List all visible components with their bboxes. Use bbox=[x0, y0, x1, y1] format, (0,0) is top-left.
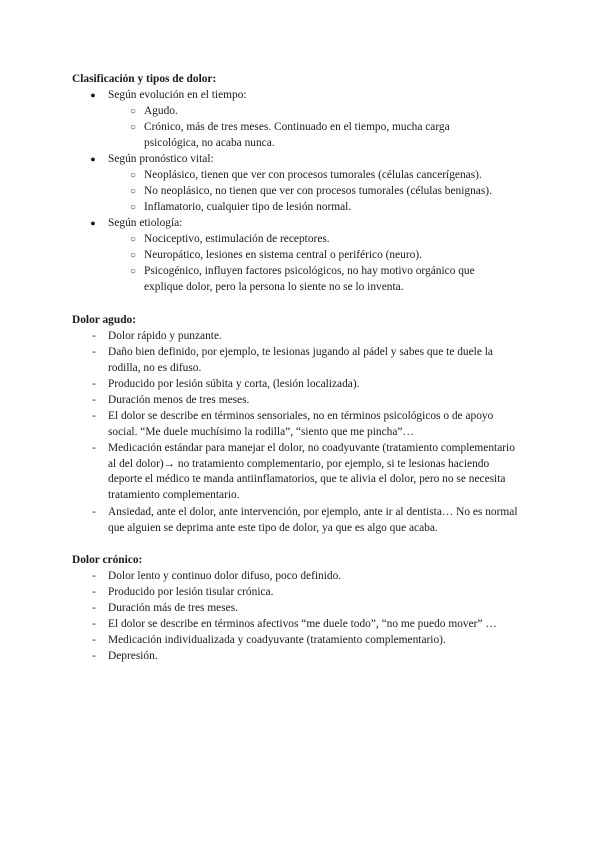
item-text: Medicación individualizada y coadyuvante (tratamiento complementario). bbox=[108, 634, 446, 646]
section-heading-agudo: Dolor agudo: bbox=[72, 314, 137, 326]
dash-marker: - bbox=[92, 570, 96, 582]
sub-bullet-marker: ○ bbox=[129, 202, 137, 213]
bullet-marker: ● bbox=[90, 154, 96, 164]
sub-item-text: Neuropático, lesiones en sistema central o periférico (neuro). bbox=[144, 249, 423, 261]
item-text: El dolor se describe en términos sensoriales, no en términos psicológicos o de apoyo social. “Me duele muchísimo la rodilla”, “siento que me pincha”… bbox=[108, 410, 494, 438]
dash-marker: - bbox=[92, 602, 96, 614]
item-text: El dolor se describe en términos afectivos “me duele todo”, “no me puedo mover” … bbox=[108, 618, 497, 630]
dash-marker: - bbox=[92, 346, 96, 358]
section-heading-cronico: Dolor crónico: bbox=[72, 554, 143, 566]
dash-marker: - bbox=[92, 506, 96, 518]
sub-item-text: Crónico, más de tres meses. Continuado en el tiempo, mucha carga psicológica, no acaba nunca. bbox=[144, 121, 450, 149]
group-label: Según evolución en el tiempo: bbox=[108, 89, 247, 101]
dash-marker: - bbox=[92, 586, 96, 598]
sub-bullet-marker: ○ bbox=[129, 266, 137, 277]
dash-marker: - bbox=[92, 650, 96, 662]
dash-marker: - bbox=[92, 618, 96, 630]
sub-bullet-marker: ○ bbox=[129, 122, 137, 133]
dash-marker: - bbox=[92, 330, 96, 342]
sub-item-text: Nociceptivo, estimulación de receptores. bbox=[144, 233, 330, 245]
section-heading-clasificacion: Clasificación y tipos de dolor: bbox=[72, 73, 217, 85]
sub-bullet-marker: ○ bbox=[129, 250, 137, 261]
sub-item-text: Agudo. bbox=[144, 105, 178, 117]
dash-marker: - bbox=[92, 378, 96, 390]
dash-marker: - bbox=[92, 634, 96, 646]
dash-marker: - bbox=[92, 394, 96, 406]
sub-item-text: No neoplásico, no tienen que ver con procesos tumorales (células benignas). bbox=[144, 185, 492, 197]
item-text: Dolor rápido y punzante. bbox=[108, 330, 222, 342]
item-text: Medicación estándar para manejar el dolor, no coadyuvante (tratamiento complementario al del dolor)→ no tratamiento complementario, por ejemplo, si te lesionas haciendo deporte el médico te manda antiinflamatorios, que te alivia el dolor, pero no se necesita tratamiento complementario. bbox=[108, 442, 515, 501]
item-text: Ansiedad, ante el dolor, ante intervención, por ejemplo, ante ir al dentista… No es normal que alguien se deprima ante este tipo de dolor, ya que es algo que acaba. bbox=[108, 506, 518, 534]
item-text: Duración menos de tres meses. bbox=[108, 394, 250, 406]
sub-bullet-marker: ○ bbox=[129, 234, 137, 245]
item-text: Producido por lesión tisular crónica. bbox=[108, 586, 274, 598]
item-text: Duración más de tres meses. bbox=[108, 602, 239, 614]
sub-bullet-marker: ○ bbox=[129, 186, 137, 197]
item-text: Producido por lesión súbita y corta, (lesión localizada). bbox=[108, 378, 360, 390]
sub-item-text: Neoplásico, tienen que ver con procesos tumorales (células cancerígenas). bbox=[144, 169, 482, 181]
bullet-marker: ● bbox=[90, 218, 96, 228]
item-text: Daño bien definido, por ejemplo, te lesionas jugando al pádel y sabes que te duele la rodilla, no es difuso. bbox=[108, 346, 493, 374]
sub-item-text: Psicogénico, influyen factores psicológicos, no hay motivo orgánico que explique dolor, pero la persona lo siente no se lo inventa. bbox=[144, 265, 475, 293]
dash-marker: - bbox=[92, 410, 96, 422]
item-text: Depresión. bbox=[108, 650, 158, 662]
sub-item-text: Inflamatorio, cualquier tipo de lesión normal. bbox=[144, 201, 352, 213]
item-text: Dolor lento y continuo dolor difuso, poco definido. bbox=[108, 570, 342, 582]
sub-bullet-marker: ○ bbox=[129, 106, 137, 117]
group-label: Según etiología: bbox=[108, 217, 183, 229]
group-label: Según pronóstico vital: bbox=[108, 153, 214, 165]
dash-marker: - bbox=[92, 442, 96, 454]
sub-bullet-marker: ○ bbox=[129, 170, 137, 181]
bullet-marker: ● bbox=[90, 90, 96, 100]
